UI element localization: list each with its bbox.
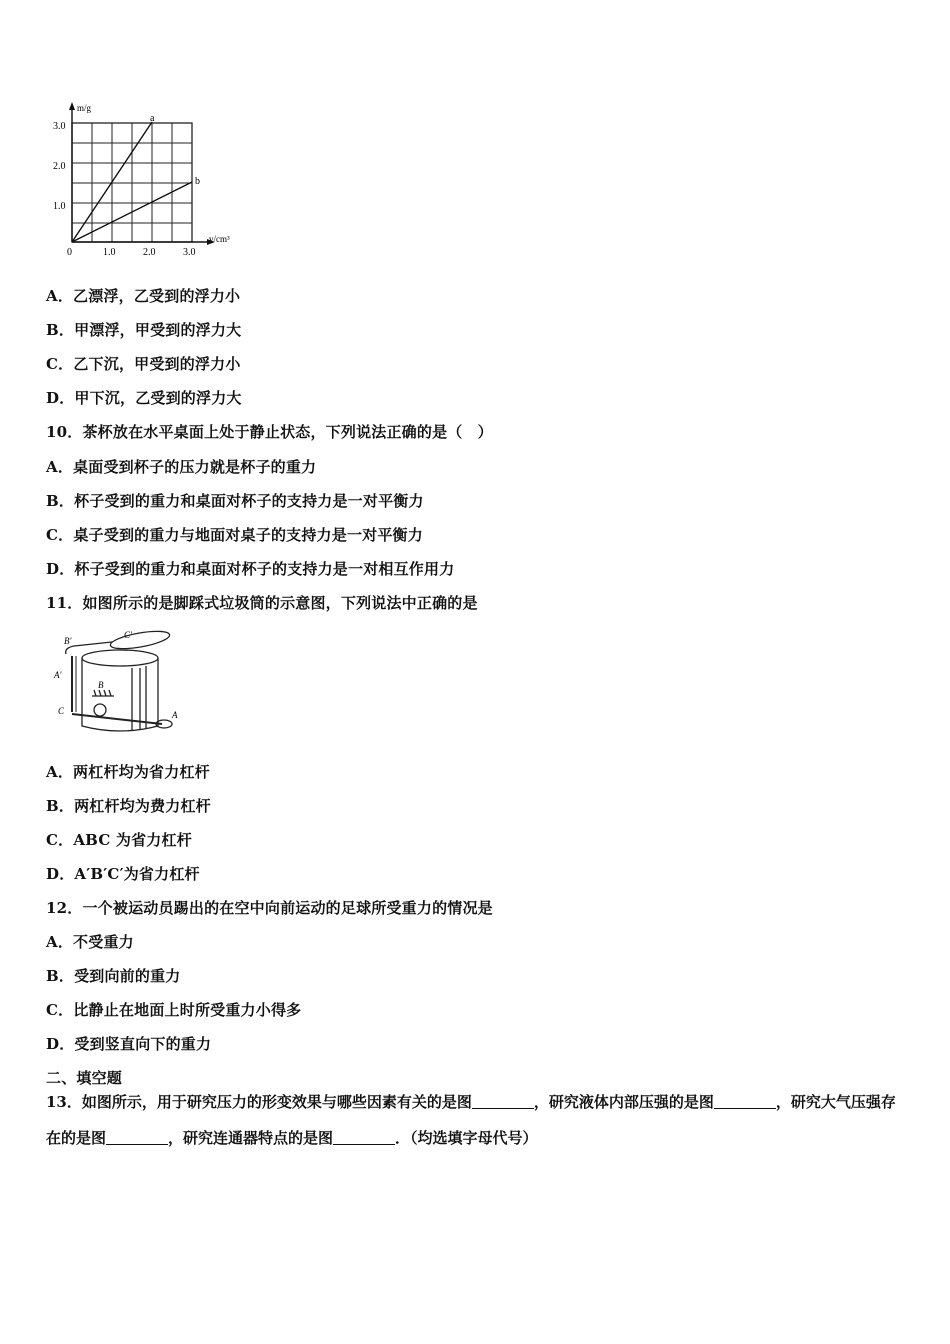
q11-option-b: B．两杠杆均为费力杠杆: [46, 797, 211, 815]
label-b: B: [98, 680, 104, 690]
q10-option-a: A．桌面受到杯子的压力就是杯子的重力: [46, 458, 317, 476]
label-b-prime: B': [64, 636, 72, 646]
q11-option-a: A．两杠杆均为省力杠杆: [46, 763, 210, 781]
label-c: C: [58, 706, 65, 716]
lid: [109, 628, 171, 652]
answer-blank[interactable]: [333, 1130, 395, 1145]
series-label-a: a: [150, 113, 155, 124]
q13-text: ，研究连通器特点的是图: [168, 1129, 334, 1147]
q9-option-b: B．甲漂浮，甲受到的浮力大: [46, 321, 242, 339]
x-tick-label: 3.0: [183, 247, 196, 258]
label-a: A: [172, 710, 178, 720]
y-axis-arrow-icon: [69, 102, 75, 110]
q12-option-c: C．比静止在地面上时所受重力小得多: [46, 1001, 302, 1019]
origin-label: 0: [67, 247, 72, 258]
answer-blank[interactable]: [472, 1094, 534, 1109]
axes: [72, 106, 210, 242]
label-a-prime: A': [54, 670, 62, 680]
y-axis-unit: m/g: [77, 103, 92, 113]
label-c-prime: C': [124, 630, 132, 640]
q11-option-c: C．ABC 为省力杠杆: [46, 831, 192, 849]
q11-stem: 11．如图所示的是脚踩式垃圾筒的示意图，下列说法中正确的是: [46, 594, 478, 612]
q13-stem: [46, 1084, 906, 1156]
can-rim: [82, 650, 158, 666]
y-tick-label: 1.0: [53, 201, 66, 212]
mass-volume-graph: [50, 100, 245, 260]
q12-option-a: A．不受重力: [46, 933, 134, 951]
q12-option-d: D．受到竖直向下的重力: [46, 1035, 212, 1053]
q9-option-d: D．甲下沉，乙受到的浮力大: [46, 389, 242, 407]
x-axis-unit: v/cm³: [209, 234, 230, 244]
q9-option-c: C．乙下沉，甲受到的浮力小: [46, 355, 241, 373]
trash-can-lever-figure: [52, 626, 182, 738]
series-label-b: b: [195, 176, 200, 187]
q10-option-c: C．桌子受到的重力与地面对桌子的支持力是一对平衡力: [46, 526, 423, 544]
q13-text: ．（均选填字母代号）: [395, 1129, 538, 1147]
q10-option-d: D．杯子受到的重力和桌面对杯子的支持力是一对相互作用力: [46, 560, 455, 578]
y-tick-label: 2.0: [53, 161, 66, 172]
grid: [72, 123, 192, 242]
q10-stem: 10．茶杯放在水平桌面上处于静止状态，下列说法正确的是（ ）: [46, 423, 493, 441]
q13-text: 13．如图所示，用于研究压力的形变效果与哪些因素有关的是图: [46, 1093, 472, 1111]
q13-text: ，研究大气压强存在的是图: [46, 1093, 896, 1147]
section-title: 二、填空题: [46, 1069, 123, 1087]
q10-option-b: B．杯子受到的重力和桌面对杯子的支持力是一对平衡力: [46, 492, 424, 510]
q12-option-b: B．受到向前的重力: [46, 967, 181, 985]
y-tick-label: 3.0: [53, 121, 66, 132]
q9-option-a: A．乙漂浮，乙受到的浮力小: [46, 287, 241, 305]
answer-blank[interactable]: [714, 1094, 776, 1109]
x-tick-label: 2.0: [143, 247, 156, 258]
q12-stem: 12．一个被运动员踢出的在空中向前运动的足球所受重力的情况是: [46, 899, 493, 917]
answer-blank[interactable]: [106, 1130, 168, 1145]
q13-text: ，研究液体内部压强的是图: [533, 1093, 714, 1111]
q11-option-d: D．A′B′C′为省力杠杆: [46, 865, 200, 883]
x-tick-label: 1.0: [103, 247, 116, 258]
